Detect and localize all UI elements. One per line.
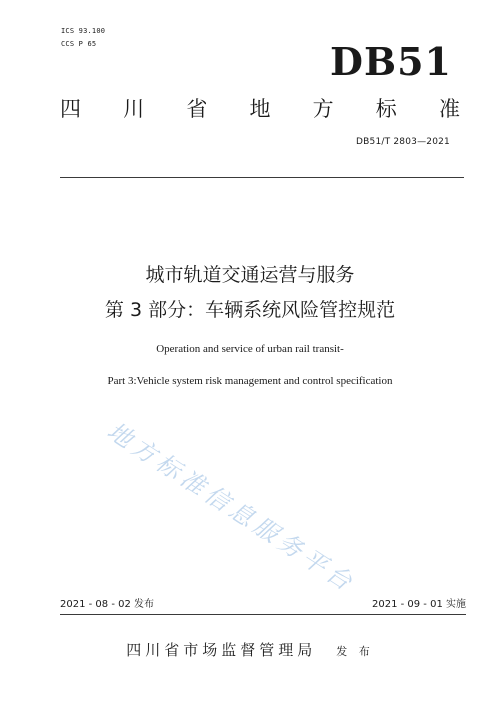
standard-type-heading (60, 96, 460, 122)
standard-type-char: 四 (60, 97, 81, 121)
implementation-date: 2021 - 09 - 01 实施 (371, 599, 466, 610)
standard-type-char: 地 (249, 97, 271, 121)
watermark: 地方标准信息服务平台 (102, 416, 361, 599)
standard-number: DB51/T 2803—2021 (356, 137, 450, 147)
title-part-english: Part 3:Vehicle system risk management and control specification (107, 375, 393, 387)
issuer-action: 发 布 (336, 645, 374, 658)
title-part-chinese: 第 3 部分：车辆系统风险管控规范 (104, 299, 396, 321)
standard-type-char: 准 (438, 97, 460, 121)
header-divider (60, 177, 464, 178)
issuer-line (0, 640, 500, 662)
standard-type-char: 标 (375, 97, 397, 121)
issue-date: 2021 - 08 - 02 发布 (60, 599, 155, 610)
title-main-chinese: 城市轨道交通运营与服务 (145, 264, 355, 286)
standard-type-char: 方 (312, 97, 334, 121)
title-main-english: Operation and service of urban rail transit- (156, 343, 344, 355)
ccs-code: CCS P 65 (61, 40, 97, 48)
standard-type-char: 川 (123, 97, 145, 121)
standard-type-char: 省 (186, 97, 208, 121)
footer-divider (60, 614, 466, 615)
ics-code: ICS 93.100 (61, 27, 106, 35)
standard-code-logo: DB51 (330, 39, 452, 84)
issuer-name: 四川省市场监督管理局 (126, 641, 317, 659)
